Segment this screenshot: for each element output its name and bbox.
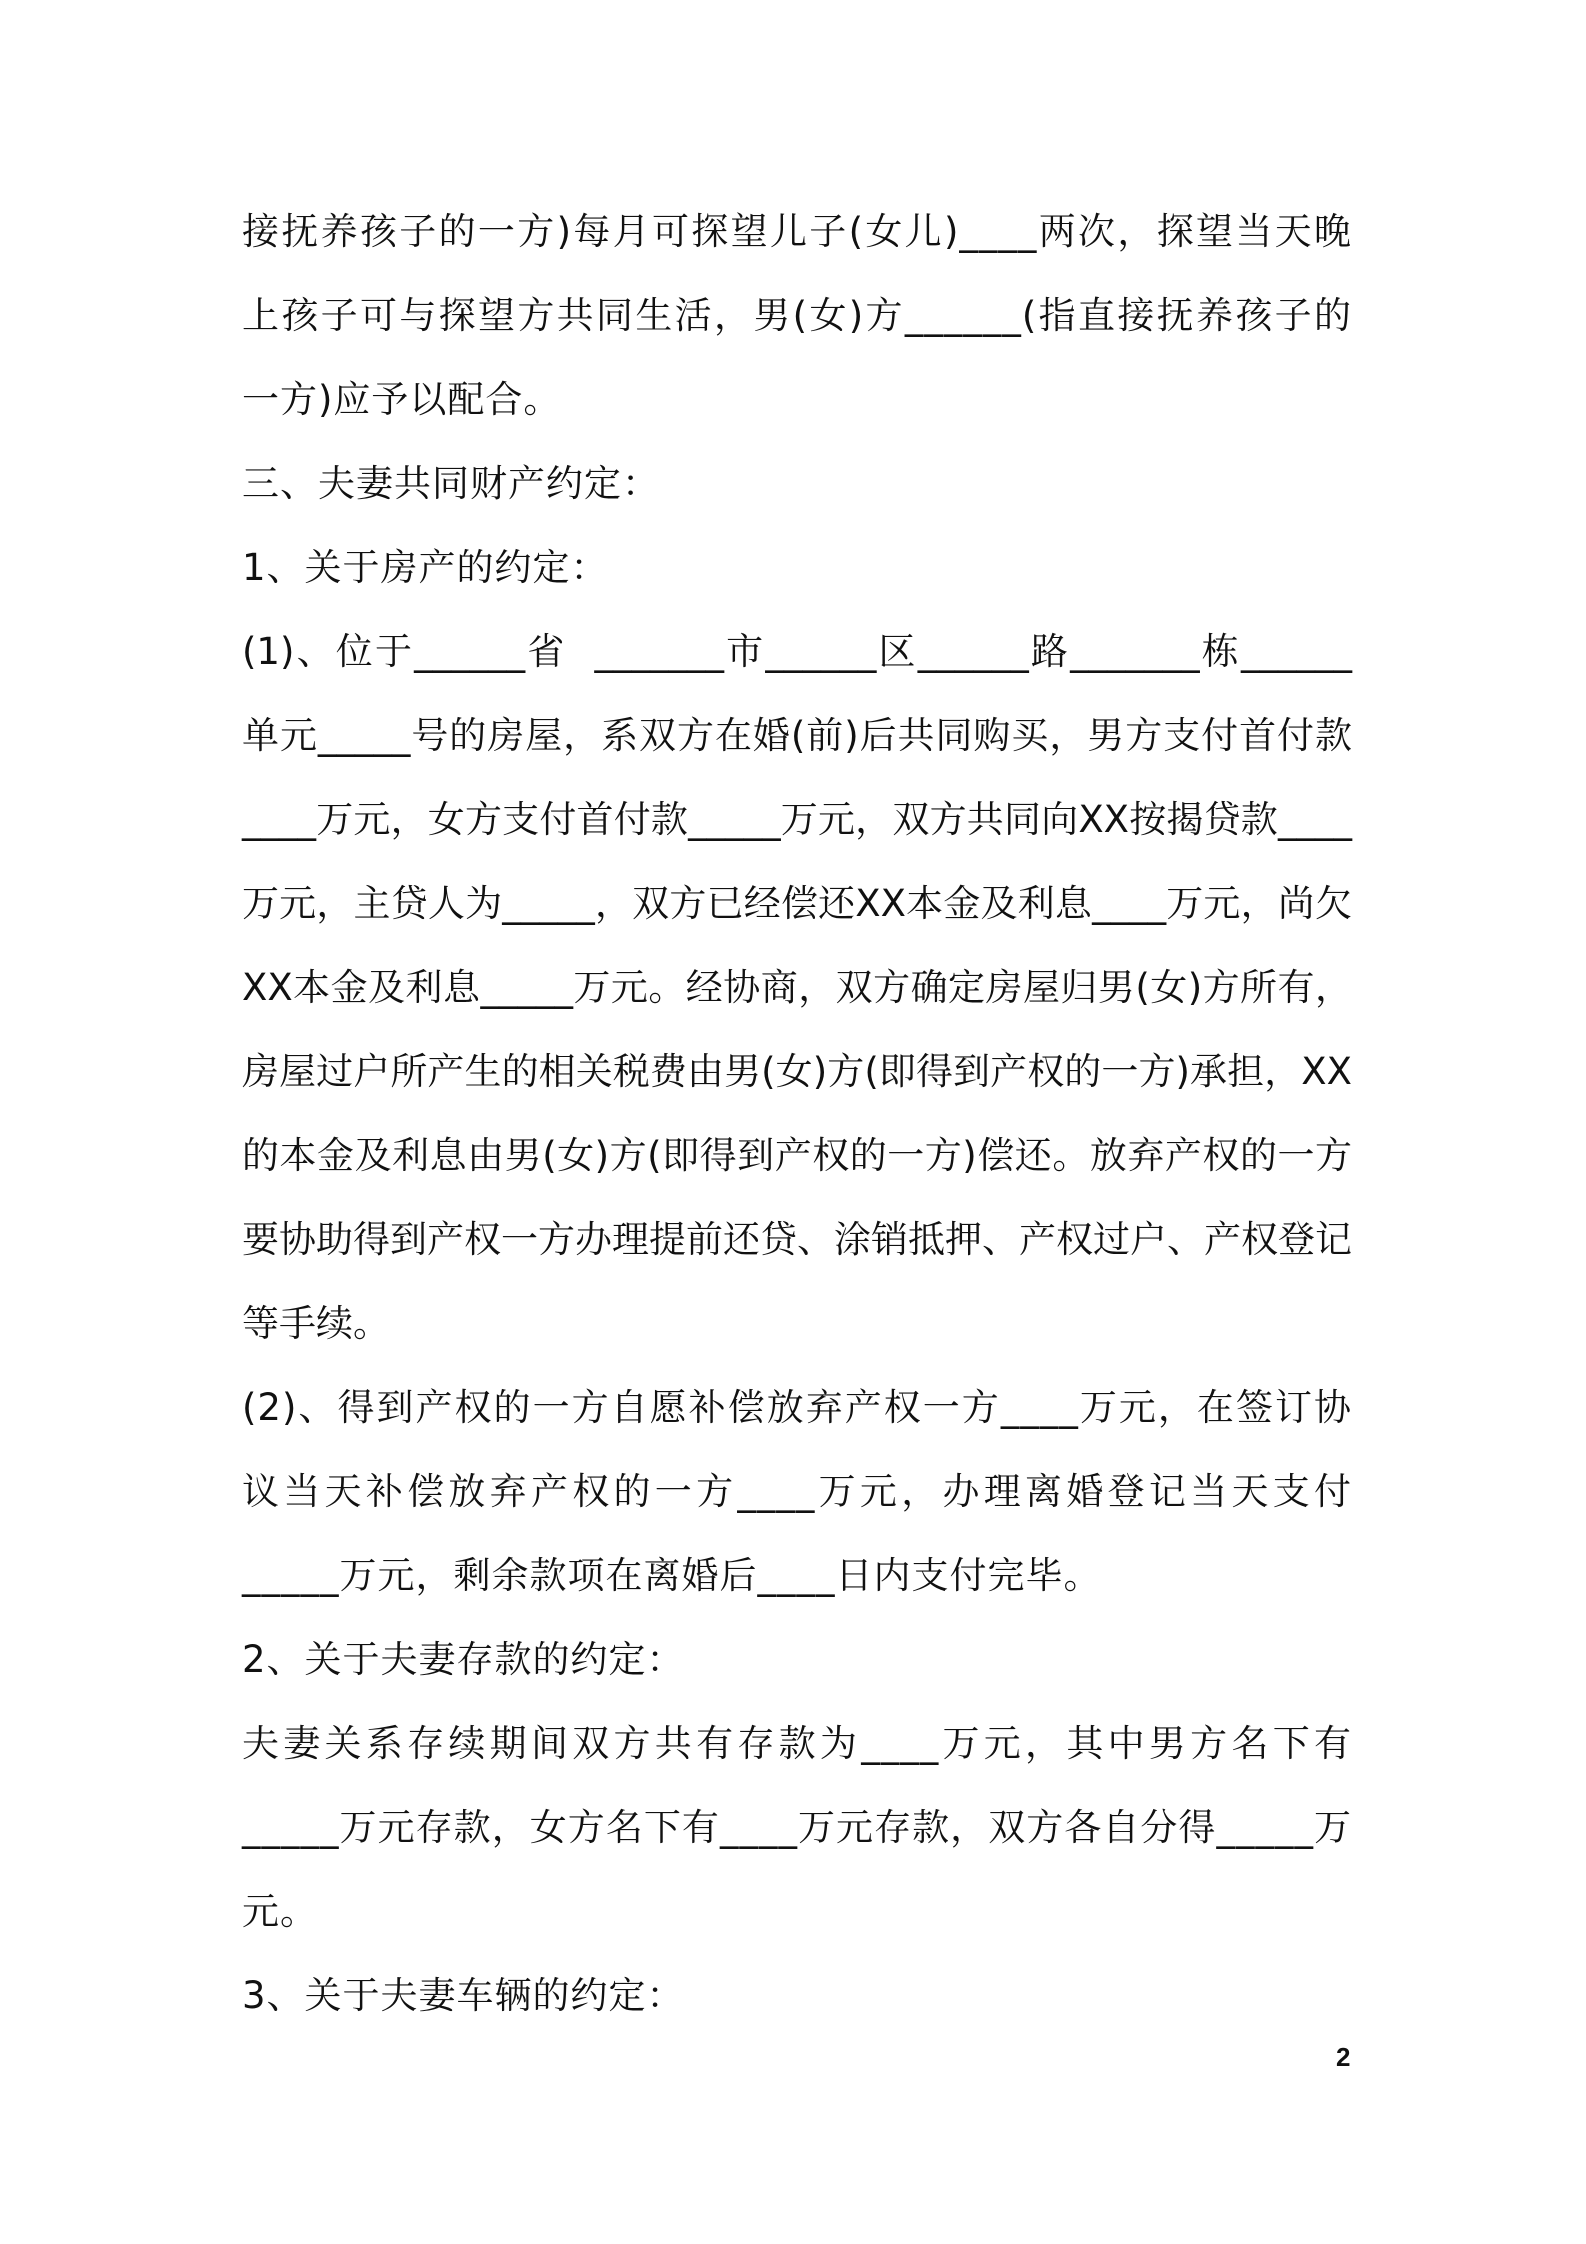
heading-joint-property: 三、夫妻共同财产约定： <box>242 462 660 505</box>
paragraph-savings: 夫妻关系存续期间双方共有存款为____万元，其中男方名下有_____万元存款，女方名下有____万元存款，双方各自分得_____万元。 <box>242 1722 1352 1933</box>
paragraph-real-estate-clause-2: (2)、得到产权的一方自愿补偿放弃产权一方____万元，在签订协议当天补偿放弃产权的一方____万元，办理离婚登记当天支付_____万元，剩余款项在离婚后____日内支付完毕。 <box>242 1386 1352 1597</box>
heading-savings: 2、关于夫妻存款的约定： <box>242 1638 685 1681</box>
document-body <box>242 190 1352 2038</box>
heading-real-estate: 1、关于房产的约定： <box>242 546 609 589</box>
paragraph-real-estate-clause-1: (1)、位于______省 _______市______区______路_______栋______单元_____号的房屋，系双方在婚(前)后共同购买，男方支付首付款____万元，女方支付首付款_____万元，双方共同向XX按揭贷款____万元，主贷人为_____，双方已经偿还XX本金及利息____万元，尚欠XX本金及利息_____万元。经协商，双方确定房屋归男(女)方所有，房屋过户所产生的相关税费由男(女)方(即得到产权的一方)承担，XX的本金及利息由男(女)方(即得到产权的一方)偿还。放弃产权的一方要协助得到产权一方办理提前还贷、涂销抵押、产权过户、产权登记等手续。 <box>242 630 1352 1345</box>
heading-vehicles: 3、关于夫妻车辆的约定： <box>242 1974 685 2017</box>
page-number: 2 <box>1336 2042 1351 2072</box>
paragraph-visitation-continued: 接抚养孩子的一方)每月可探望儿子(女儿)____两次，探望当天晚上孩子可与探望方共同生活，男(女)方______(指直接抚养孩子的一方)应予以配合。 <box>242 210 1352 421</box>
